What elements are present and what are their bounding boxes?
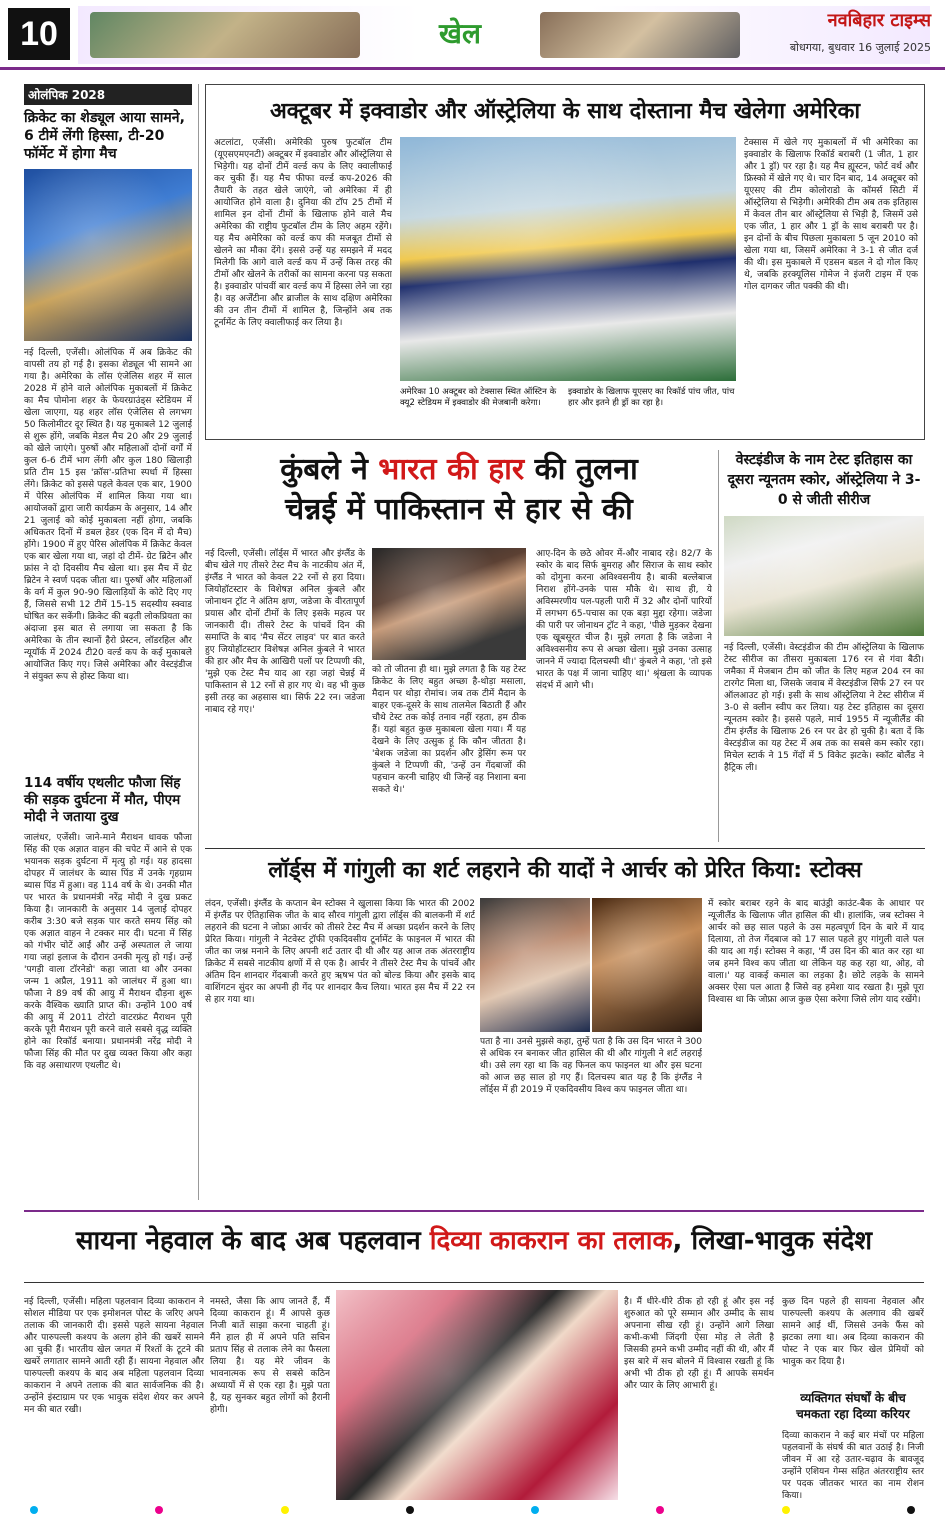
- kumble-article-col1: नई दिल्ली, एजेंसी। लॉर्ड्स में भारत और इंग्लैंड के बीच खेले गए तीसरे टेस्ट मैच के नाटकीय अंत में, इंग्लैंड ने भारत को केवल 22 रनों से हरा दिया। जियोहॉटस्टार के विशेषज्ञ अनिल कुंबले और जोनाथन ट्रॉट ने अंतिम क्षण, जडेजा के वीरतापूर्ण प्रयास और दोनों टीमों के लिए इसके महत्व पर जानकारी दी। तीसरे टेस्ट के पांचवें दिन की समाप्ति के बाद 'मैच सेंटर लाइव' पर बात करते हुए जियोहॉटस्टार विशेषज्ञ अनिल कुंबले ने भारत की हार और मैच के आखिरी पलों पर टिप्पणी की, 'मुझे एक टेस्ट मैच याद आ रहा जहां चेन्नई में पाकिस्तान से 12 रनों से हार गए थे। वह भी कुछ इसी तरह का अहसास था। सिर्फ 22 रन। जडेजा नाबाद रहे गए।': [205, 549, 365, 715]
- usa-team-huddle-photo: [400, 137, 736, 381]
- section-rule: [205, 848, 925, 849]
- divya-article-col2: नमस्ते, जैसा कि आप जानते हैं, मैं दिव्या काकरान हूं। मैं आपसे कुछ निजी बातें साझा करना चाहती हूं। मैंने हाल ही में अपने पति सचिन प्रताप सिंह से तलाक लेने का फैसला लिया है। यह मेरे जीवन के भावनात्मक रूप से सबसे कठिन अध्यायों में से एक रहा है। मुझे पता है, यह सुनकर बहुत लोगों को हैरानी होगी।: [210, 1297, 330, 1415]
- kumble-article-col2: को तो जीतना ही था। मुझे लगता है कि यह टेस्ट क्रिकेट के लिए बहुत अच्छा है-थोड़ा मसाला, मैदान पर थोड़ा रोमांच। जब तक टीमें मैदान के बाहर एक-दूसरे के साथ तालमेल बिठाती हैं और चौथे टेस्ट तक कोई तनाव नहीं रहता, हम ठीक हैं। यहां बहुत कुछ मुकाबला खेला गया। मैं यह देखने के लिए उत्सुक हूं कि कौन जीतता है। 'बेशक जडेजा का प्रदर्शन और ड्रेसिंग रूम पर कुंबले ने टिप्पणी की, 'उन्हें उन गेंदबाजों की पहचान करनी चाहिए थी जिन्हें वह निशाना बना सकते थे।': [372, 665, 526, 795]
- anil-kumble-photo: [372, 548, 526, 660]
- divya-kakran-headline: [24, 1222, 924, 1260]
- divya-subheading: व्यक्तिगत संघर्षों के बीच चमकता रहा दिव्या करियर: [796, 1391, 910, 1421]
- ben-stokes-photo: [480, 898, 590, 1032]
- west-indies-story: [724, 450, 924, 842]
- registration-dot: [406, 1506, 414, 1514]
- registration-dot: [155, 1506, 163, 1514]
- column-divider: [718, 450, 719, 842]
- column-divider: [198, 84, 199, 1200]
- story-tag: ओलंपिक 2028: [24, 84, 192, 105]
- fauja-singh-article: जालंधर, एजेंसी। जाने-माने मैराथन धावक फौजा सिंह की एक अज्ञात वाहन की चपेट में आने से एक भयानक सड़क दुर्घटना में मृत्यु हो गई। यह हादसा दोपहर में जालंधर के ब्यास पिंड में उनके गृहग्राम ब्यास पिंड में हुआ। वह 114 वर्ष के थे। उनकी मौत पर भारत के प्रधानमंत्री नरेंद्र मोदी ने दुख प्रकट किया है। जानकारी के अनुसार 14 जुलाई दोपहर करीब 3:30 बजे सड़क पार करते समय सिंह को एक अज्ञात वाहन ने टक्कर मार दी। घटना में सिंह को गंभीर चोटें आईं और उन्हें अस्पताल ले जाया गया जहां इलाज के दौरान उनकी मृत्यु हो गई। उन्हें 'पगड़ी वाला टॉरनेडो' कहा जाता था और उनका जन्म 1 अप्रैल, 1911 को जालंधर में हुआ था। फौजा ने 89 वर्ष की आयु में मैराथन दौड़ना शुरू करके वैश्विक ख्याति प्राप्त की। उन्होंने 100 वर्ष की आयु में 2011 टोरंटो वाटरफ्रंट मैराथन पूरी करके पूरी मैराथन पूरी करने वाले सबसे वृद्ध व्यक्ति होने का रिकॉर्ड बनाया। प्रधानमंत्री नरेंद्र मोदी ने फौजा सिंह की मौत पर दुख व्यक्त किया और कहा कि वह असाधारण एथलीट थे।: [24, 833, 192, 1071]
- stokes-article-col2: पता है ना। उनसे मुझसे कहा, तुम्हें पता है कि उस दिन भारत ने 300 से अधिक रन बनाकर जीत हासिल की थी और गांगुली ने शर्ट लहराई थी। उसे लग रहा था कि वह फिनल कप फाइनल था और इस घटना को आज छह साल हो गए हैं। दिलचस्प बात यह है कि इंग्लैंड ने लॉर्ड्स में ही 2019 में एकदिवसीय विश्व कप फाइनल जीता था।: [480, 1037, 702, 1095]
- page-number: 10: [8, 8, 70, 60]
- print-registration-marks: [0, 1502, 945, 1518]
- registration-dot: [782, 1506, 790, 1514]
- headline-part: सायना नेहवाल के बाद अब पहलवान: [75, 1226, 430, 1256]
- divya-article-col3: है। मैं धीरे-धीरे ठीक हो रही हूं और इस नई शुरुआत को पूरे सम्मान और उम्मीद के साथ अपनाना सीख रही हूं। उन्होंने आगे लिखा कभी-कभी जिंदगी ऐसा मोड़ ले लेती है जिसकी हमने कभी उम्मीद नहीं की थी, और मैं इस बारे में सच बोलने में विश्वास रखती हूं कि अभी भी ठीक हो रही हूं। मैं आपके समर्थन और प्यार के लिए आभारी हूं।: [624, 1297, 774, 1391]
- newspaper-name: नवबिहार टाइम्स: [827, 10, 931, 31]
- divya-article-col4: कुछ दिन पहले ही सायना नेहवाल और पारुपल्ली कश्यप के अलगाव की खबरें सामने आई थीं, जिससे उनके फैंस को झटका लगा था। अब दिव्या काकरान की पोस्ट ने एक बार फिर खेल प्रेमियों को भावुक कर दिया है।: [782, 1297, 924, 1367]
- left-column: [24, 84, 192, 1200]
- usa-football-headline: अक्टूबर में इक्वाडोर और ऑस्ट्रेलिया के साथ दोस्ताना मैच खेलेगा अमेरिका: [269, 99, 861, 124]
- registration-dot: [656, 1506, 664, 1514]
- usa-football-story: [205, 84, 925, 440]
- cricket-team-photo: [24, 169, 192, 341]
- usa-football-article-right: टेक्सास में खेले गए मुकाबलों में भी अमेरिका का इक्वाडोर के खिलाफ रिकॉर्ड बराबरी (1 जीत, 1 हार और 1 ड्रॉ) पर रहा है। यह मैच ह्यूस्टन, फोर्ट वर्थ और फ्रिस्को में खेले गए थे। चार दिन बाद, 14 अक्टूबर को यूएसए की टीम कोलोराडो के कॉमर्स सिटी में ऑस्ट्रेलिया से भिड़ेगी। अमेरिकी टीम अब तक इतिहास में केवल तीन बार ऑस्ट्रेलिया से भिड़ी है, जिसमें उसे एक जीत, 1 हार और 1 ड्रॉ के साथ बराबरी पर है। इन दोनों के बीच पिछला मुकाबला 5 जून 2010 को खेला गया था, जिसमें अमेरिका ने 3-1 से जीत दर्ज की थी। इस मुकाबले में एडसन बडल ने दो गोल किए थे, जबकि हरक्यूलिस गोमेज ने इंजरी टाइम में एक गोल दागकर जीत पक्की की थी।: [744, 138, 918, 292]
- divya-kakran-wedding-photo: [336, 1290, 618, 1500]
- section-title: खेल: [439, 17, 481, 50]
- fauja-singh-headline: 114 वर्षीय एथलीट फौजा सिंह की सड़क दुर्घटना में मौत, पीएम मोदी ने जताया दुख: [24, 775, 181, 825]
- ganguly-shirt-photo: [592, 898, 702, 1032]
- section-rule: [24, 1210, 924, 1212]
- olympic-cricket-article: नई दिल्ली, एजेंसी। ओलंपिक में अब क्रिकेट की वापसी तय हो गई है। इसका शेड्यूल भी सामने आ गया है। अमेरिका के लॉस एंजेलिस शहर में साल 2028 में होने वाले ओलंपिक मुकाबलों में क्रिकेट का मैच पोमोना शहर के फेयरग्राउंड्स स्टेडियम में खेला जाएगा, यह शहर लॉस एंजेलिस से लगभग 50 किलोमीटर दूर स्थित है। यह मुकाबले 12 जुलाई से शुरू होंगे, जबकि मेडल मैच 20 और 29 जुलाई को खेले जाएंगे। पुरुषों और महिलाओं दोनों वर्गों में कुल 6-6 टीमें भाग लेंगी और कुल 180 खिलाड़ी प्रति टीम 15 इस 'क्रॉस'-प्रतिभा स्पर्धा में हिस्सा लेंगे। क्रिकेट को इससे पहले केवल एक बार, 1900 में पेरिस ओलंपिक में शामिल किया गया था। आयोजकों द्वारा जारी कार्यक्रम के अनुसार, 14 और 21 जुलाई को कोई मुकाबला नहीं होगा, जबकि अधिकतर दिनों में डबल हेडर (एक दिन में दो मैच) होंगे। 1900 में हुए पेरिस ओलंपिक में क्रिकेट केवल एक बार खेला गया था, जहां दो टीमें- ग्रेट ब्रिटेन और फ्रांस ने दो दिवसीय मैच खेला था। इस मैच में ग्रेट ब्रिटेन ने स्वर्ण पदक जीता था। पुरुषों और महिलाओं के वर्ग में कुल 90-90 खिलाड़ियों के कोटे दिए गए हैं, जिससे सभी 12 टीमें 15-15 सदस्यीय स्क्वाड घोषित कर सकेंगी। क्रिकेट की बढ़ती लोकप्रियता का अंदाजा इस बात से लगाया जा सकता है कि अमेरिका के तीन स्थानों हैरो प्रेस्टन, लॉडरहिल और न्यूयॉर्क में 2024 टी20 वर्ल्ड कप के कई मुकाबले आयोजित किए गए। जिसे अमेरिका और वेस्टइंडीज ने संयुक्त रूप से होस्ट किया था।: [24, 348, 192, 682]
- headline-part: , लिखा-भावुक संदेश: [672, 1226, 873, 1256]
- west-indies-headline: वेस्टइंडीज के नाम टेस्ट इतिहास का दूसरा न्यूनतम स्कोर, ऑस्ट्रेलिया ने 3-0 से जीती सीरीज: [727, 452, 921, 508]
- masthead-artwork-left: [90, 12, 360, 58]
- headline-rule: [24, 1282, 924, 1283]
- stokes-article-col3: में स्कोर बराबर रहने के बाद बाउंड्री काउंट-बैक के आधार पर न्यूजीलैंड के खिलाफ जीत हासिल की थी। हालांकि, जब स्टोक्स ने आर्चर को छह साल पहले के उस महत्वपूर्ण दिन के बारे में याद दिलाया, तो तेज गेंदबाज को 17 साल पहले हुए गांगुली वाले पल की याद आ गई। स्टोक्स ने कहा, 'मैं उस दिन की बात कर रहा था जब हमने विश्व कप जीता था लेकिन यह कह रहा था, ओह, वो वाला।' यह वाकई कमाल का लड़का है। छोटे लड़के के सामने अक्सर ऐसा पल आता है जिसे वह हमेशा याद रखता है। मुझे पूरा विश्वास था कि जोफ्रा आज कुछ ऐसा करेगा जिसे लोग याद रखेंगे।: [708, 899, 924, 1005]
- headline-part: की तुलना: [524, 452, 638, 487]
- registration-dot: [907, 1506, 915, 1514]
- headline-part: कुंबले ने: [280, 452, 379, 487]
- usa-football-article-left: अटलांटा, एजेंसी। अमेरिकी पुरुष फुटबॉल टीम (यूएसएमएनटी) अक्टूबर में इक्वाडोर और ऑस्ट्रेलिया से भिड़ेगी। यह दोनों टीमें वर्ल्ड कप के लिए क्वालीफाई कर चुकी हैं। यह मैच फीफा वर्ल्ड कप-2026 की तैयारी के तहत खेले जाएंगे, जो अमेरिका में ही आयोजित होने वाला है। दुनिया की टॉप 25 टीमों में शामिल इन दोनों टीमों के खिलाफ होने वाले मैच अमेरिका की राष्ट्रीय फुटबॉल टीम के लिए अहम रहेंगे। यह मैच अमेरिका को वर्ल्ड कप की मजबूत टीमों से खेलने का मौका देंगे। इससे उन्हें यह समझने में मदद मिलेगी कि आगे वाले वर्ल्ड कप में उन्हें किस तरह की टीमों और खेलने के तरीकों का सामना करना पड़ सकता है। इक्वाडोर पांचवीं बार वर्ल्ड कप में हिस्सा लेने जा रहा है। वह अर्जेंटीना और ब्राजील के साथ दक्षिण अमेरिका की उन तीन टीमों में शामिल है, जिन्होंने अब तक टूर्नामेंट के लिए क्वालीफाई कर लिया है।: [214, 138, 392, 328]
- edition-date: बोधगया, बुधवार 16 जुलाई 2025: [789, 41, 931, 54]
- stokes-headline: लॉर्ड्स में गांगुली का शर्ट लहराने की यादों ने आर्चर को प्रेरित किया: स्टोक्स: [268, 858, 862, 883]
- stokes-article-col1: लंदन, एजेंसी। इंग्लैंड के कप्तान बेन स्टोक्स ने खुलासा किया कि भारत की 2002 में इंग्लैंड पर ऐतिहासिक जीत के बाद सौरव गांगुली द्वारा लॉर्ड्स की बालकनी में शर्ट लहराने की घटना ने जोफ्रा आर्चर को तीसरे टेस्ट मैच में अच्छा प्रदर्शन करने के लिए प्रेरित किया। गांगुली ने नेटवेस्ट ट्रॉफी एकदिवसीय टूर्नामेंट के फाइनल में भारत की जीत का जश्न मनाने के लिए अपनी शर्ट उतार दी थी और यह आज तक अंतरराष्ट्रीय क्रिकेट में सबसे नाटकीय क्षणों में से एक है। आर्चर ने तीसरे टेस्ट मैच के पांचवें और अंतिम दिन शानदार गेंदबाजी करते हुए ऋषभ पंत को बोल्ड किया और इसके बाद वाशिंगटन सुंदर का अपनी ही गेंद पर शानदार कैच लिया। भारत इस मैच में 22 रन से हार गया था।: [205, 899, 475, 1005]
- photo-caption: अमेरिका 10 अक्टूबर को टेक्सास स्थित ऑस्टिन के क्यू2 स्टेडियम में इक्वाडोर की मेजबानी करेगा।: [400, 387, 557, 408]
- photo-caption: इक्वाडोर के खिलाफ यूएसए का रिकॉर्ड पांच जीत, पांच हार और इतने ही ड्रॉ का रहा है।: [568, 387, 735, 408]
- registration-dot: [281, 1506, 289, 1514]
- kumble-article-col3: आए-दिन के छठे ओवर में-और नाबाद रहे। 82/7 के स्कोर के बाद सिर्फ बुमराह और सिराज के साथ स्कोर को दोगुना करना अविश्वसनीय है। बाकी बल्लेबाज निराश होंगे-उनके पास मौके थे। साथ ही, ये अविस्मरणीय पल-पहली पारी में 32 और दोनों पारियों में लगभग 65-पचास का एक बड़ा मुद्दा रहेगा। जडेजा की पारी पर जोनाथन ट्रॉट ने कहा, 'पीछे मुड़कर देखना एक खूबसूरत चीज है। मुझे लगता है कि जडेजा ने अविश्वसनीय रूप से अच्छा खेला। मुझे उनका उत्साह जानने में ज्यादा दिलचस्पी थी।' कुंबले ने कहा, 'तो इसे भारत के पक्ष में जाना चाहिए था।' श्रृंखला के व्यापक संदर्भ में आगे भी।: [536, 549, 712, 691]
- registration-dot: [531, 1506, 539, 1514]
- divya-article-col5: दिव्या काकरान ने कई बार मंचों पर महिला पहलवानों के संघर्ष की बात उठाई है। निजी जीवन में आ रहे उतार-चढ़ाव के बावजूद उन्होंने एशियन गेम्स सहित अंतरराष्ट्रीय स्तर पर पदक जीतकर भारत का नाम रोशन किया।: [782, 1431, 924, 1500]
- masthead: [0, 0, 945, 70]
- masthead-artwork-right: [540, 12, 740, 58]
- divya-article-col1: नई दिल्ली, एजेंसी। महिला पहलवान दिव्या काकरान ने सोशल मीडिया पर एक इमोशनल पोस्ट के जरिए अपने तलाक की जानकारी दी। इससे पहले सायना नेहवाल और पारुपल्ली कश्यप के अलग होने की खबरें सामने आ चुकी हैं। भारतीय खेल जगत में रिश्तों के टूटने की खबरें लगातार सामने आती रही हैं। सायना नेहवाल और पारुपल्ली कश्यप के बाद अब महिला पहलवान दिव्या काकरान ने अपने तलाक की बात सार्वजनिक की है। उन्होंने इंस्टाग्राम पर एक भावुक संदेश शेयर कर अपने मन की बात रखी।: [24, 1297, 204, 1415]
- kumble-headline: [205, 450, 713, 530]
- olympic-cricket-headline: क्रिकेट का शेड्यूल आया सामने, 6 टीमें लेंगी हिस्सा, टी-20 फॉर्मेट में होगा मैच: [24, 110, 185, 162]
- headline-line-2: चेन्नई में पाकिस्तान से हार से की: [285, 492, 633, 527]
- headline-highlight: भारत की हार: [378, 452, 525, 487]
- australia-team-photo: [724, 516, 924, 636]
- registration-dot: [30, 1506, 38, 1514]
- west-indies-article: नई दिल्ली, एजेंसी। वेस्टइंडीज की टीम ऑस्ट्रेलिया के खिलाफ टेस्ट सीरीज का तीसरा मुकाबला 176 रन से गंवा बैठी। जमैका में मेजबान टीम को जीत के लिए महज 204 रन का टारगेट मिला था, जिसके जवाब में वेस्टइंडीज सिर्फ 27 रन पर ऑलआउट हो गई। इसी के साथ ऑस्ट्रेलिया ने टेस्ट सीरीज में 3-0 से क्लीन स्वीप कर लिया। यह टेस्ट इतिहास का दूसरा न्यूनतम स्कोर है। इससे पहले, मार्च 1955 में न्यूजीलैंड की टीम इंग्लैंड के खिलाफ 26 रन पर ढेर हो चुकी है। बता दें कि वेस्टइंडीज का यह टेस्ट में अब तक का सबसे कम स्कोर रहा। मिचेल स्टार्क ने 15 गेंदों में 5 विकेट झटके। स्कॉट बोलैंड ने हैट्रिक ली।: [724, 643, 924, 773]
- headline-highlight: दिव्या काकरान का तलाक: [429, 1226, 673, 1256]
